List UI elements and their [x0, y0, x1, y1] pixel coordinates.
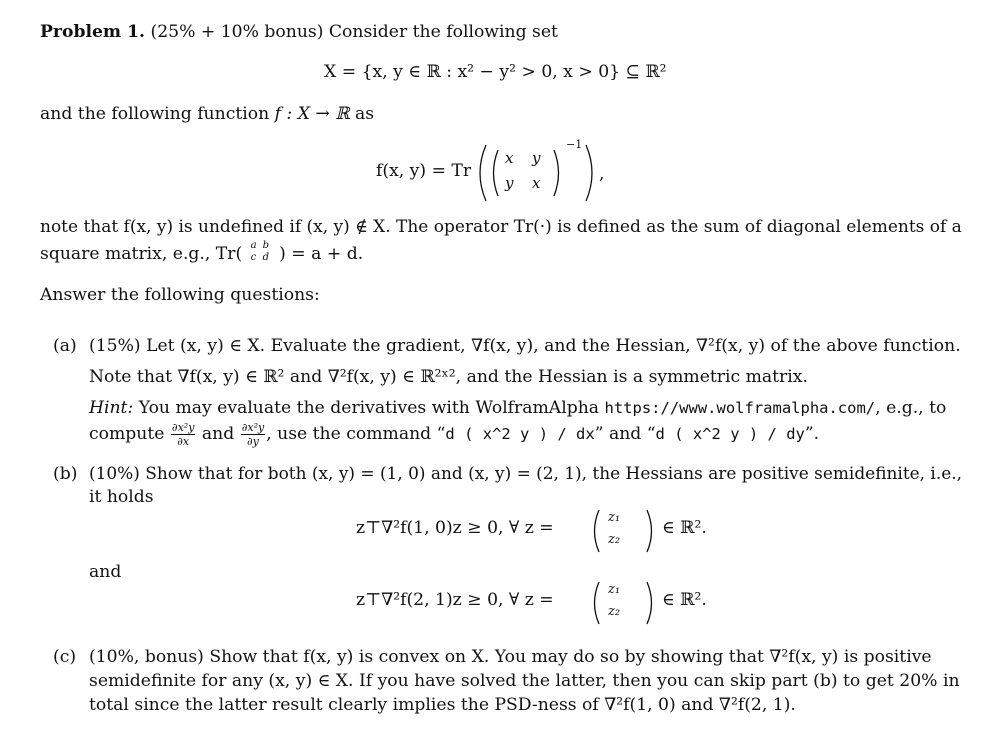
note-line-1: note that f(x, y) is undefined if (x, y) ∉ X. The operator Tr(·) is defined as the sum of diagonal elements of a: [40, 217, 962, 237]
matrix-cell-12: y: [532, 149, 541, 167]
problem-page: Problem 1. (25% + 10% bonus) Consider the following set X = {x, y ∈ ℝ : x² − y² > 0, x > 0} ⊆ ℝ² and the following function f : X → ℝ as f(x, y) = Tr x y y x −1 , note that f(x, y) is undefined if (x, y) ∉ X. The operator Tr(·) is defined as the sum of diagonal elements of a square matrix, e.g., Tr( a b c d ) = a + d. Answer the following questions: (a) (15%) Let (x, y) ∈ X. Evaluate the gradient, ∇f(x, y), and the Hessian, ∇²f(x, y) of the above function. Note that ∇f(x, y) ∈ ℝ² and ∇²f(x, y) ∈ ℝ²ˣ², and the Hessian is a symmetric matrix. Hint: You may evaluate the derivatives with WolframAlpha https://www.wolframalpha.com/, e.g., to compute $\frac{\text{∂x²y}}{\partial x}$ and $\frac{\text{∂x²y}}{\partial y}$ , use the command “d ( x^2 y ) / dx” and “d ( x^2 y ) / dy”. (b) (10%) Show that for both (x, y) = (1, 0) and (x, y) = (2, 1), the Hessians are positive semidefinite, i.e., it holds z⊤∇²f(1, 0)z ≥ 0, ∀ z = z₁ z₂ ∈ ℝ². and z⊤∇²f(2, 1)z ≥ 0, ∀ z = z₁ z₂ ∈ ℝ². (c) (10%, bonus) Show that f(x, y) is convex on X. You may do so by showing that ∇²f(x, y) is positive semidefinite for any (x, y) ∈ X. If you have solved the latter, then you can skip part (b) to get 20% in total since the latter result clearly implies the PSD-ness of ∇²f(1, 0) and ∇²f(2, 1).: [40, 22, 963, 715]
eq2-rhs: ∈ ℝ².: [662, 590, 707, 610]
command-dx: d ( x^2 y ) / dx: [445, 425, 595, 443]
small-matrix-a: a: [250, 239, 257, 251]
function-intro-pre: and the following function: [40, 104, 270, 124]
wolfram-link[interactable]: https://www.wolframalpha.com/: [604, 399, 876, 417]
matrix-cell-22: x: [532, 174, 541, 192]
end-quote: ”.: [804, 424, 820, 444]
fraction-dy: [241, 422, 266, 447]
eq1-vector-z1: z₁: [608, 510, 621, 525]
part-b-and: and: [89, 562, 122, 582]
small-matrix-b: b: [262, 239, 270, 251]
and-word: and: [201, 424, 235, 444]
fraction-dy-den: ∂y: [246, 435, 259, 448]
eq1-vector-parens: [590, 508, 660, 554]
matrix-cell-11: x: [505, 149, 514, 167]
fraction-dy-num: ∂x²y: [241, 421, 265, 434]
fraction-dx-den: ∂x: [177, 435, 190, 448]
part-c-label: (c): [53, 647, 77, 667]
part-a-label: (a): [53, 336, 77, 356]
function-intro-post: as: [355, 104, 375, 124]
part-b-label: (b): [53, 464, 78, 484]
part-a-line-2: Note that ∇f(x, y) ∈ ℝ² and ∇²f(x, y) ∈ ℝ²ˣ², and the Hessian is a symmetric matrix.: [89, 367, 808, 387]
part-a-line-1: (15%) Let (x, y) ∈ X. Evaluate the gradient, ∇f(x, y), and the Hessian, ∇²f(x, y) of the above function.: [89, 336, 961, 356]
function-intro: [40, 104, 374, 126]
problem-title: Problem 1.: [40, 22, 146, 42]
part-c-line-3: total since the latter result clearly implies the PSD-ness of ∇²f(1, 0) and ∇²f(2, 1).: [89, 695, 796, 715]
command-dy: d ( x^2 y ) / dy: [655, 425, 805, 443]
eq2-vector-z1: z₁: [608, 582, 621, 597]
answer-prompt: Answer the following questions:: [40, 285, 320, 305]
eq1-vector-z2: z₂: [608, 532, 621, 547]
eq2-vector-parens: [590, 580, 660, 626]
hint-eg: , e.g., to: [875, 398, 947, 418]
part-b-line-2: it holds: [89, 487, 154, 507]
use-command-text: , use the command “: [266, 424, 446, 444]
small-matrix-d: d: [262, 251, 270, 263]
psd-equation-1: [356, 508, 716, 554]
part-c-line-2: semidefinite for any (x, y) ∈ X. If you have solved the latter, then you can skip part (b) to get 20% in: [89, 671, 960, 691]
part-a-compute-line: [89, 422, 819, 447]
eq2-lhs: z⊤∇²f(2, 1)z ≥ 0, ∀ z =: [356, 590, 554, 610]
function-lhs: f(x, y) = Tr: [376, 161, 472, 181]
note-line-2: [40, 239, 364, 268]
note-line-2-post: ) = a + d.: [279, 244, 364, 264]
compute-word: compute: [89, 424, 165, 444]
small-matrix-c: c: [250, 251, 257, 263]
hint-label: Hint:: [89, 398, 134, 418]
hint-text: You may evaluate the derivatives with WolframAlpha: [138, 398, 600, 418]
problem-header: [40, 22, 558, 44]
eq1-lhs: z⊤∇²f(1, 0)z ≥ 0, ∀ z =: [356, 518, 554, 538]
problem-weight: (25% + 10% bonus): [150, 22, 324, 42]
note-line-2-pre: square matrix, e.g., Tr(: [40, 244, 243, 264]
matrix-cell-21: y: [505, 174, 514, 192]
psd-equation-2: [356, 580, 716, 626]
part-c-line-1: (10%, bonus) Show that f(x, y) is convex on X. You may do so by showing that ∇²f(x, y) is positive: [89, 647, 932, 667]
part-a-hint: [89, 398, 946, 420]
fraction-dx-num: ∂x²y: [171, 421, 195, 434]
eq1-rhs: ∈ ℝ².: [662, 518, 707, 538]
problem-intro: Consider the following set: [328, 22, 558, 42]
and-quote: ” and “: [594, 424, 656, 444]
eq2-vector-z2: z₂: [608, 604, 621, 619]
set-definition: X = {x, y ∈ ℝ : x² − y² > 0, x > 0} ⊆ ℝ²: [324, 62, 667, 82]
part-b-line-1: (10%) Show that for both (x, y) = (1, 0) and (x, y) = (2, 1), the Hessians are positive semidefinite, i.e.,: [89, 464, 963, 484]
matrix-exponent: −1: [566, 138, 583, 151]
function-signature: f : X → ℝ: [274, 104, 350, 124]
fraction-dx: [171, 422, 196, 447]
